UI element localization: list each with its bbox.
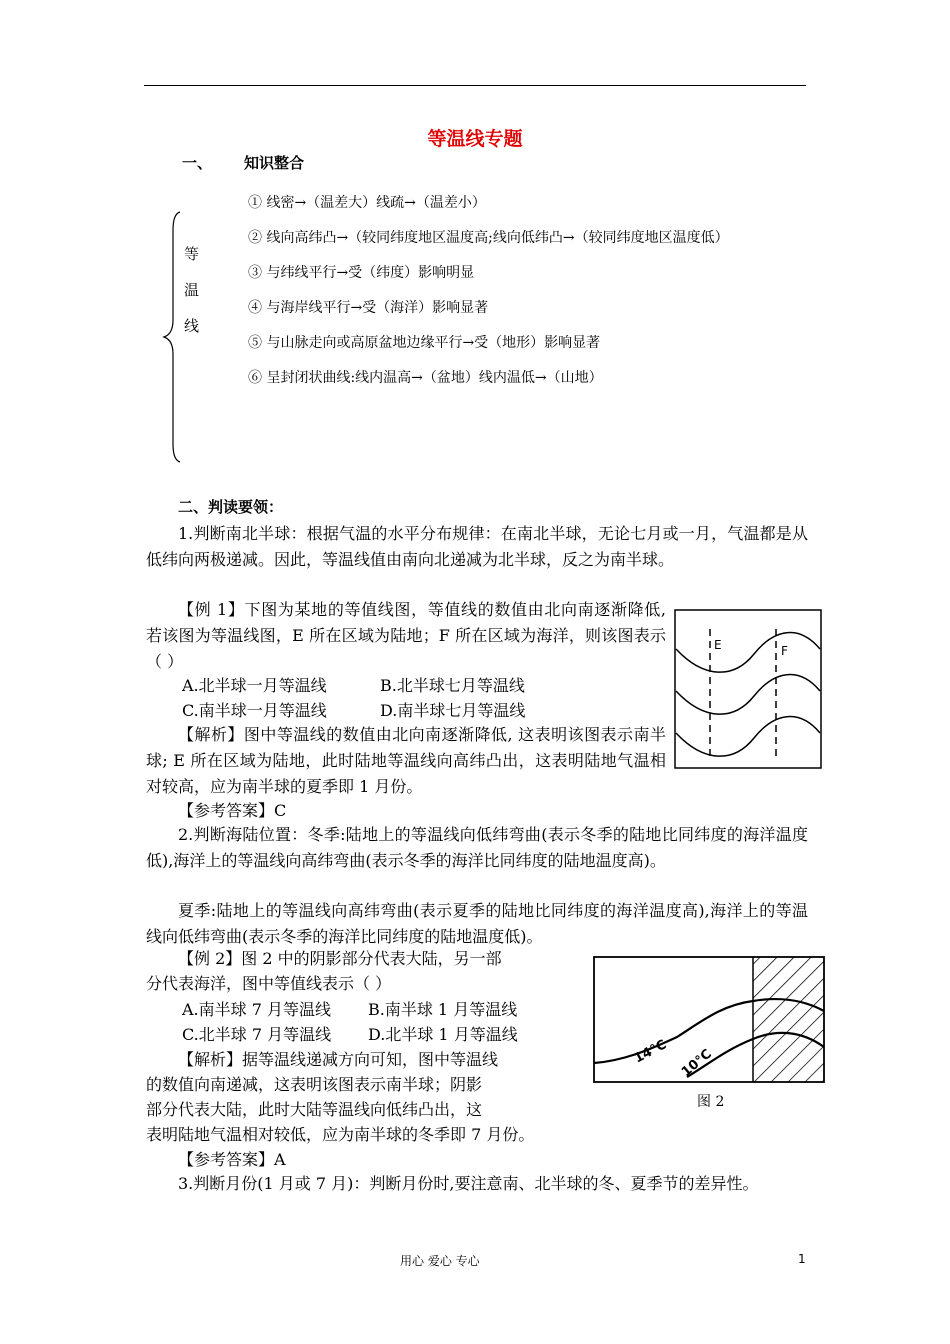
example1-question: 【例 1】下图为某地的等值线图，等值线的数值由北向南逐渐降低, 若该图为等温线图，E 所在区域为陆地；F 所在区域为海洋，则该图表示（ ） xyxy=(146,600,666,671)
example2-question-line2: 分代表海洋，图中等值线表示（ ） xyxy=(146,974,392,993)
knowledge-item: ④ 与海岸线平行→受（海洋）影响显著 xyxy=(248,300,489,316)
example2-analysis-line1: 【解析】据等温线递减方向可知，图中等温线 xyxy=(178,1050,499,1069)
example2-option-b: B.南半球 1 月等温线 xyxy=(368,1000,518,1019)
point1-paragraph: 1.判断南北半球：根据气温的水平分布规律：在南北半球，无论七月或一月，气温都是从低纬向两极递减。因此，等温线值由南向北递减为北半球，反之为南半球。 xyxy=(146,524,808,569)
section1-number: 一、 xyxy=(182,154,213,172)
example1-option-d: D.南半球七月等温线 xyxy=(380,701,526,720)
knowledge-item: ⑥ 呈封闭状曲线:线内温高→（盆地）线内温低→（山地） xyxy=(248,370,603,386)
example2-question-line1: 【例 2】图 2 中的阴影部分代表大陆，另一部 xyxy=(178,949,502,968)
section1-label: 知识整合 xyxy=(244,154,305,172)
knowledge-item: ② 线向高纬凸→（较同纬度地区温度高;线向低纬凸→（较同纬度地区温度低） xyxy=(248,230,729,246)
example2-option-c: C.北半球 7 月等温线 xyxy=(182,1025,332,1044)
knowledge-item: ⑤ 与山脉走向或高原盆地边缘平行→受（地形）影响显著 xyxy=(248,335,601,351)
section2-heading: 二、判读要领： xyxy=(178,498,284,516)
section1-heading xyxy=(182,152,304,173)
brace-label-3: 线 xyxy=(184,317,200,335)
label-e: E xyxy=(714,638,722,652)
header-rule xyxy=(144,85,806,86)
label-10c: 10°C xyxy=(678,1046,715,1081)
knowledge-item: ① 线密→（温差大）线疏→（温差小） xyxy=(248,195,486,211)
land-shading xyxy=(753,957,824,1082)
footer-text: 用心 爱心 专心 xyxy=(400,1254,480,1268)
example1-option-c: C.南半球一月等温线 xyxy=(182,701,327,720)
example1-figure xyxy=(674,609,822,769)
figure2-caption: 图 2 xyxy=(697,1094,725,1110)
example1-answer: 【参考答案】C xyxy=(178,801,287,820)
brace-label-1: 等 xyxy=(184,245,200,263)
example2-option-a: A.南半球 7 月等温线 xyxy=(182,1000,331,1019)
page-number: 1 xyxy=(798,1252,806,1266)
example2-option-d: D.北半球 1 月等温线 xyxy=(368,1025,518,1044)
example2-analysis-line4: 表明陆地气温相对较低，应为南半球的冬季即 7 月份。 xyxy=(146,1125,535,1144)
example1-option-b: B.北半球七月等温线 xyxy=(380,676,525,695)
example2-analysis-line3: 部分代表大陆，此时大陆等温线向低纬凸出，这 xyxy=(146,1100,483,1119)
label-14c: 14°C xyxy=(631,1037,670,1067)
example2-answer: 【参考答案】A xyxy=(178,1150,286,1169)
example2-analysis-line2: 的数值向南递减，这表明该图表示南半球；阴影 xyxy=(146,1075,483,1094)
brace-label-2: 温 xyxy=(184,281,200,299)
curly-brace xyxy=(160,210,184,464)
knowledge-item: ③ 与纬线平行→受（纬度）影响明显 xyxy=(248,265,475,281)
point2-summer: 夏季:陆地上的等温线向高纬弯曲(表示夏季的陆地比同纬度的海洋温度高),海洋上的等温线向低纬弯曲(表示冬季的海洋比同纬度的陆地温度低)。 xyxy=(146,901,808,946)
label-f: F xyxy=(781,644,788,658)
example1-option-a: A.北半球一月等温线 xyxy=(182,676,327,695)
page-title: 等温线专题 xyxy=(427,128,523,150)
point2-winter: 2.判断海陆位置：冬季:陆地上的等温线向低纬弯曲(表示冬季的陆地比同纬度的海洋温度低),海洋上的等温线向高纬弯曲(表示冬季的海洋比同纬度的陆地温度高)。 xyxy=(146,825,808,870)
example1-analysis: 【解析】图中等温线的数值由北向南逐渐降低, 这表明该图表示南半球; E 所在区域为陆地，此时陆地等温线向高纬凸出，这表明陆地气温相对较高，应为南半球的夏季即 1 月份。 xyxy=(146,725,666,796)
example2-figure xyxy=(592,955,828,1085)
point3-paragraph: 3.判断月份(1 月或 7 月)：判断月份时,要注意南、北半球的冬、夏季节的差异性。 xyxy=(178,1174,759,1193)
